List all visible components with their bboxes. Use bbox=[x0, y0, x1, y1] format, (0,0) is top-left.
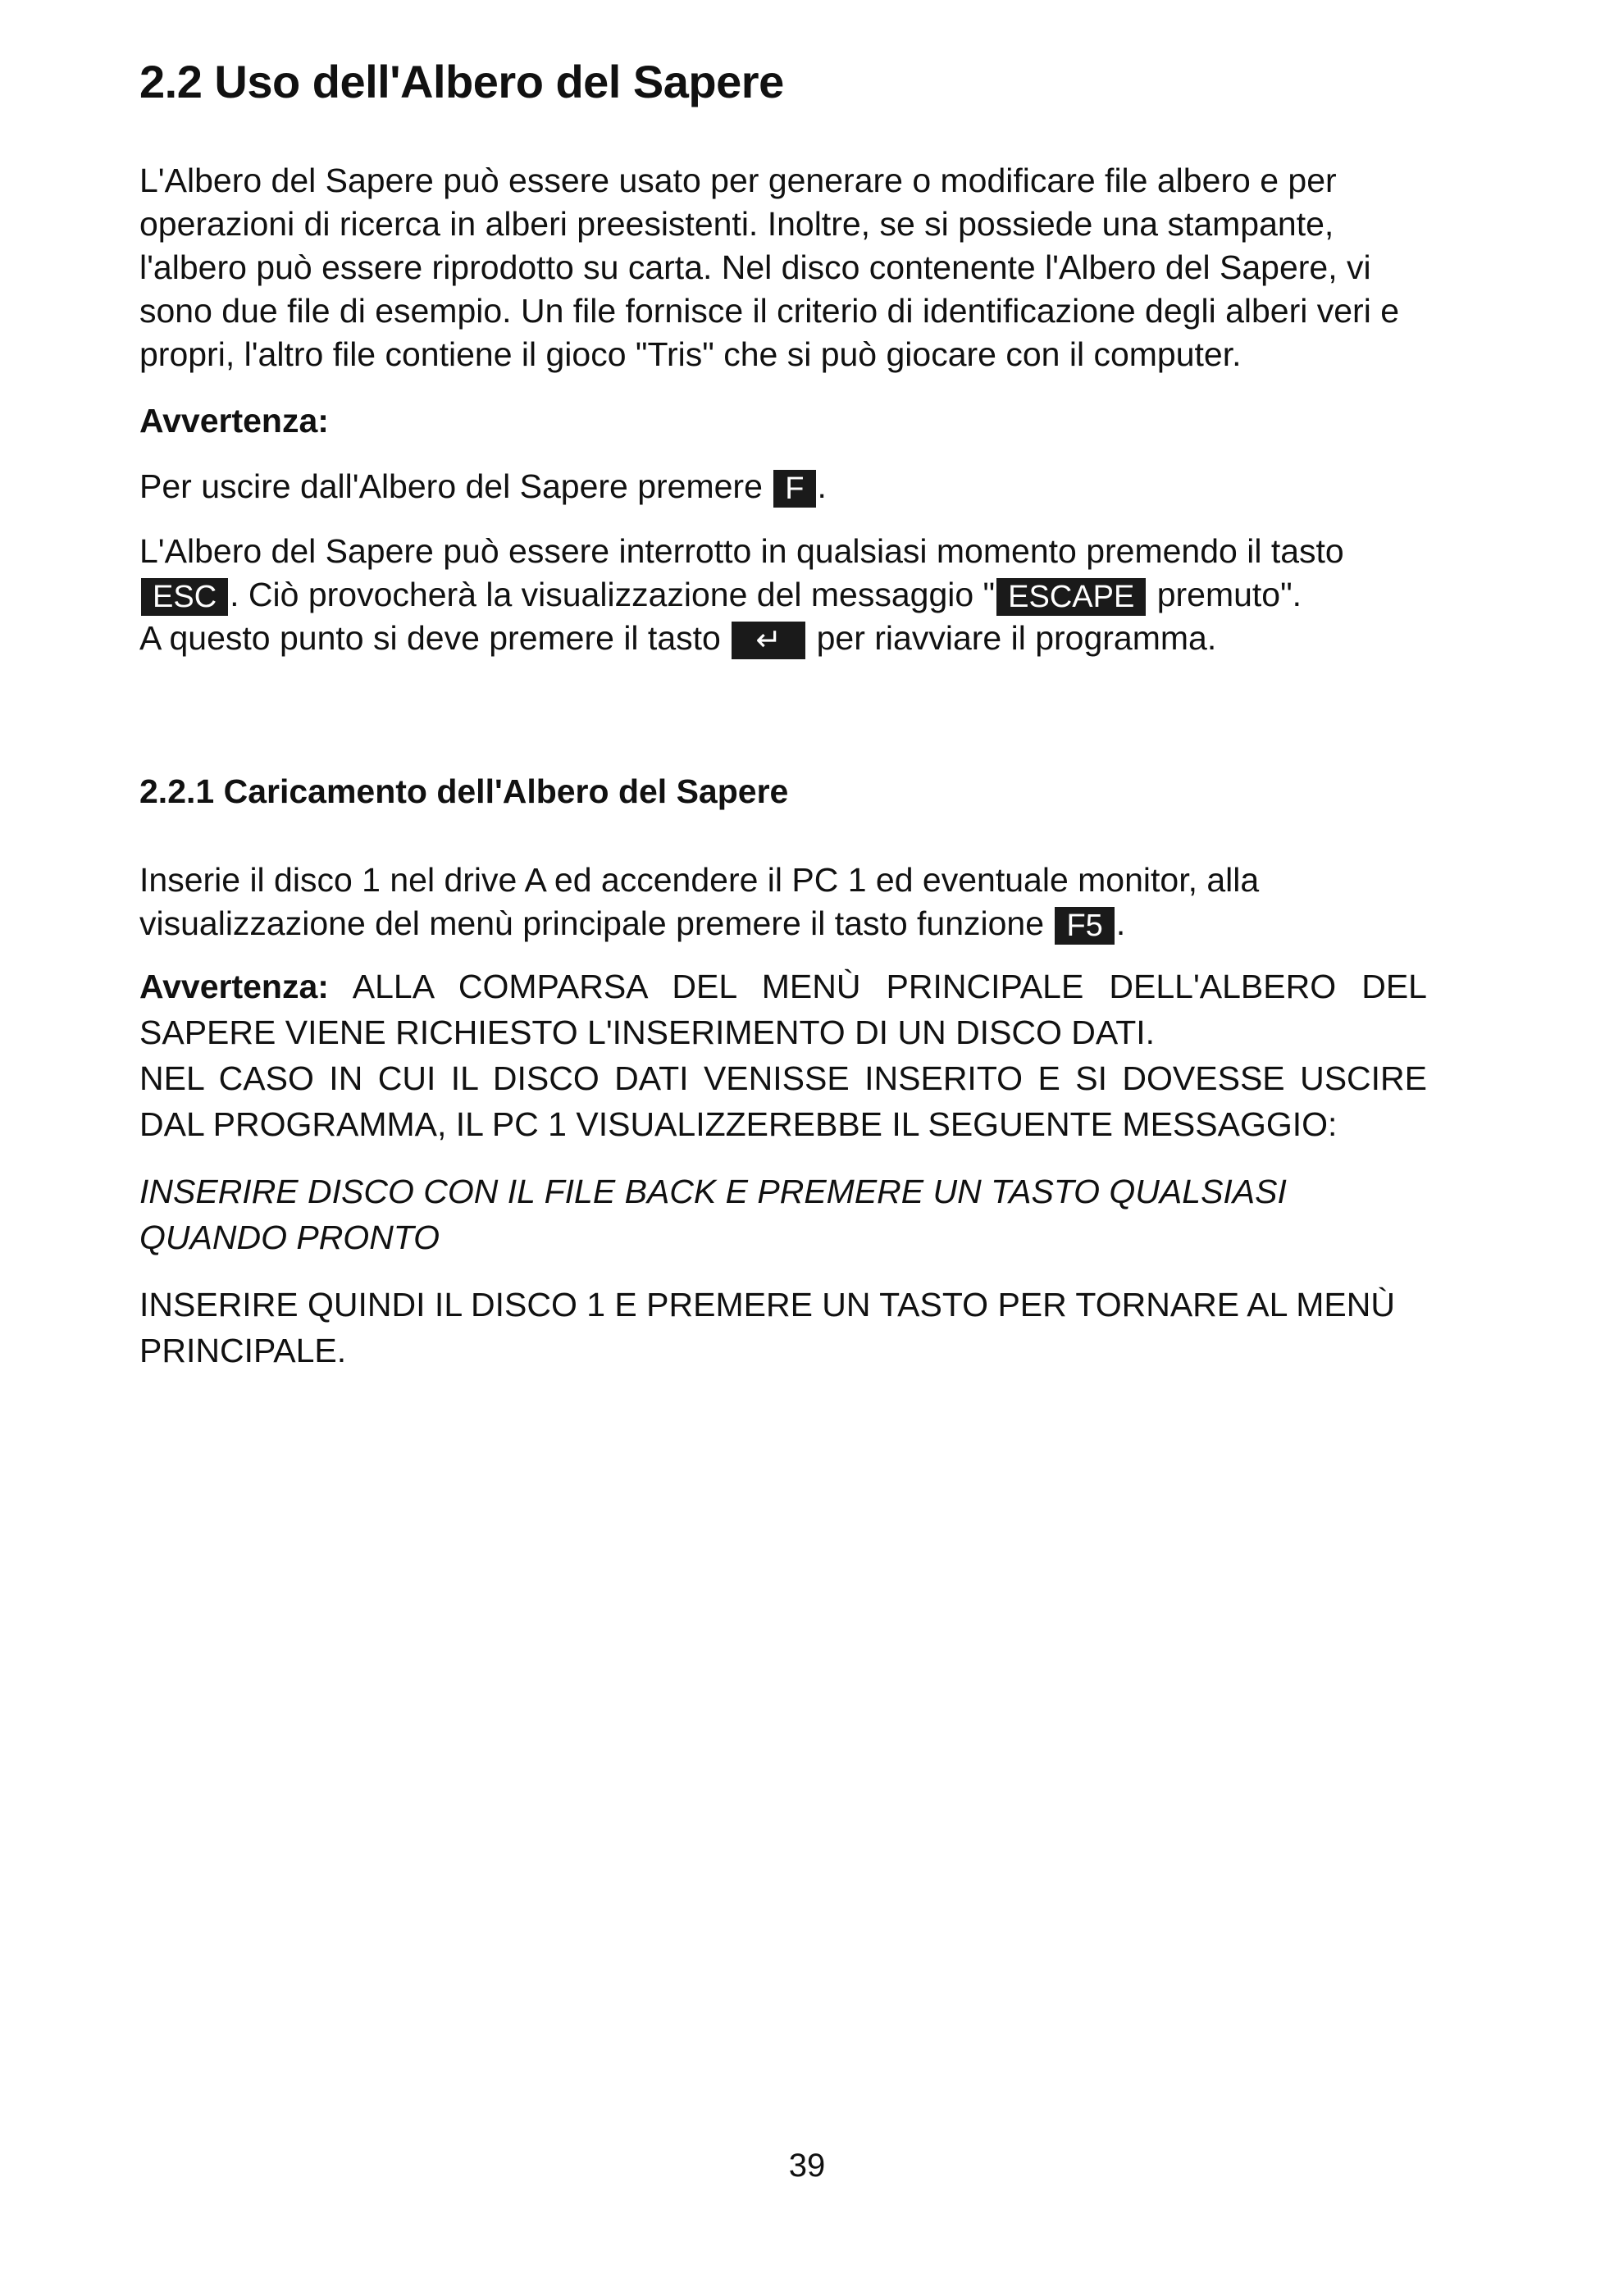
load-text: Inserie il disco 1 nel drive A ed accendere il PC 1 ed eventuale monitor, alla visualizzazione del menù principale premere il tasto funzione bbox=[139, 861, 1260, 942]
f-key-icon: F bbox=[773, 470, 815, 508]
load-paragraph bbox=[139, 859, 1427, 945]
esc-key-icon: ESC bbox=[141, 578, 228, 616]
exit-text: Per uscire dall'Albero del Sapere premere bbox=[139, 467, 763, 505]
page-number: 39 bbox=[788, 2148, 826, 2184]
return-instruction: INSERIRE QUINDI IL DISCO 1 E PREMERE UN TASTO PER TORNARE AL MENÙ PRINCIPALE. bbox=[139, 1286, 1395, 1369]
caps-warning-1 bbox=[139, 963, 1427, 1055]
restart-text-1: A questo punto si deve premere il tasto bbox=[139, 619, 721, 657]
interrupt-text-2: . Ciò provocherà la visualizzazione del messaggio " bbox=[230, 576, 996, 613]
exit-end: . bbox=[817, 467, 827, 505]
document-page bbox=[139, 49, 1435, 1374]
enter-key-icon: ↵ bbox=[732, 622, 805, 659]
exit-instruction bbox=[139, 465, 1435, 508]
caps-warning-text-1: ALLA COMPARSA DEL MENÙ PRINCIPALE DELL'ALBERO DEL SAPERE VIENE RICHIESTO L'INSERIMENTO DI UN DISCO DATI. bbox=[139, 968, 1427, 1051]
escape-key-icon: ESCAPE bbox=[996, 578, 1146, 616]
warning-label: Avvertenza: bbox=[139, 402, 329, 440]
subsection-title: 2.2.1 Caricamento dell'Albero del Sapere bbox=[139, 772, 789, 810]
load-end: . bbox=[1115, 904, 1126, 942]
caps-warning-2: NEL CASO IN CUI IL DISCO DATI VENISSE INSERITO E SI DOVESSE USCIRE DAL PROGRAMMA, IL PC 1 VISUALIZZEREBBE IL SEGUENTE MESSAGGIO: bbox=[139, 1059, 1427, 1143]
interrupt-text-3: premuto". bbox=[1147, 576, 1302, 613]
interrupt-paragraph bbox=[139, 530, 1435, 660]
interrupt-text-1: L'Albero del Sapere può essere interrotto in qualsiasi momento premendo il tasto bbox=[139, 532, 1344, 570]
f5-key-icon: F5 bbox=[1055, 907, 1114, 945]
caps-warning-block bbox=[139, 963, 1427, 1147]
caps-warning-label: Avvertenza: bbox=[139, 968, 329, 1005]
intro-paragraph: L'Albero del Sapere può essere usato per generare o modificare file albero e per operazioni di ricerca in alberi preesistenti. Inoltre, se si possiede una stampante, l'albero può essere riprodotto su carta. Nel disco contenente l'Albero del Sapere, vi sono due file di esempio. Un file fornisce il criterio di identificazione degli alberi veri e propri, l'altro file contiene il gioco "Tris" che si può giocare con il computer. bbox=[139, 162, 1399, 373]
back-file-message: INSERIRE DISCO CON IL FILE BACK E PREMERE UN TASTO QUALSIASI QUANDO PRONTO bbox=[139, 1173, 1287, 1256]
restart-text-2: per riavviare il programma. bbox=[816, 619, 1217, 657]
section-title: 2.2 Uso dell'Albero del Sapere bbox=[139, 56, 784, 107]
